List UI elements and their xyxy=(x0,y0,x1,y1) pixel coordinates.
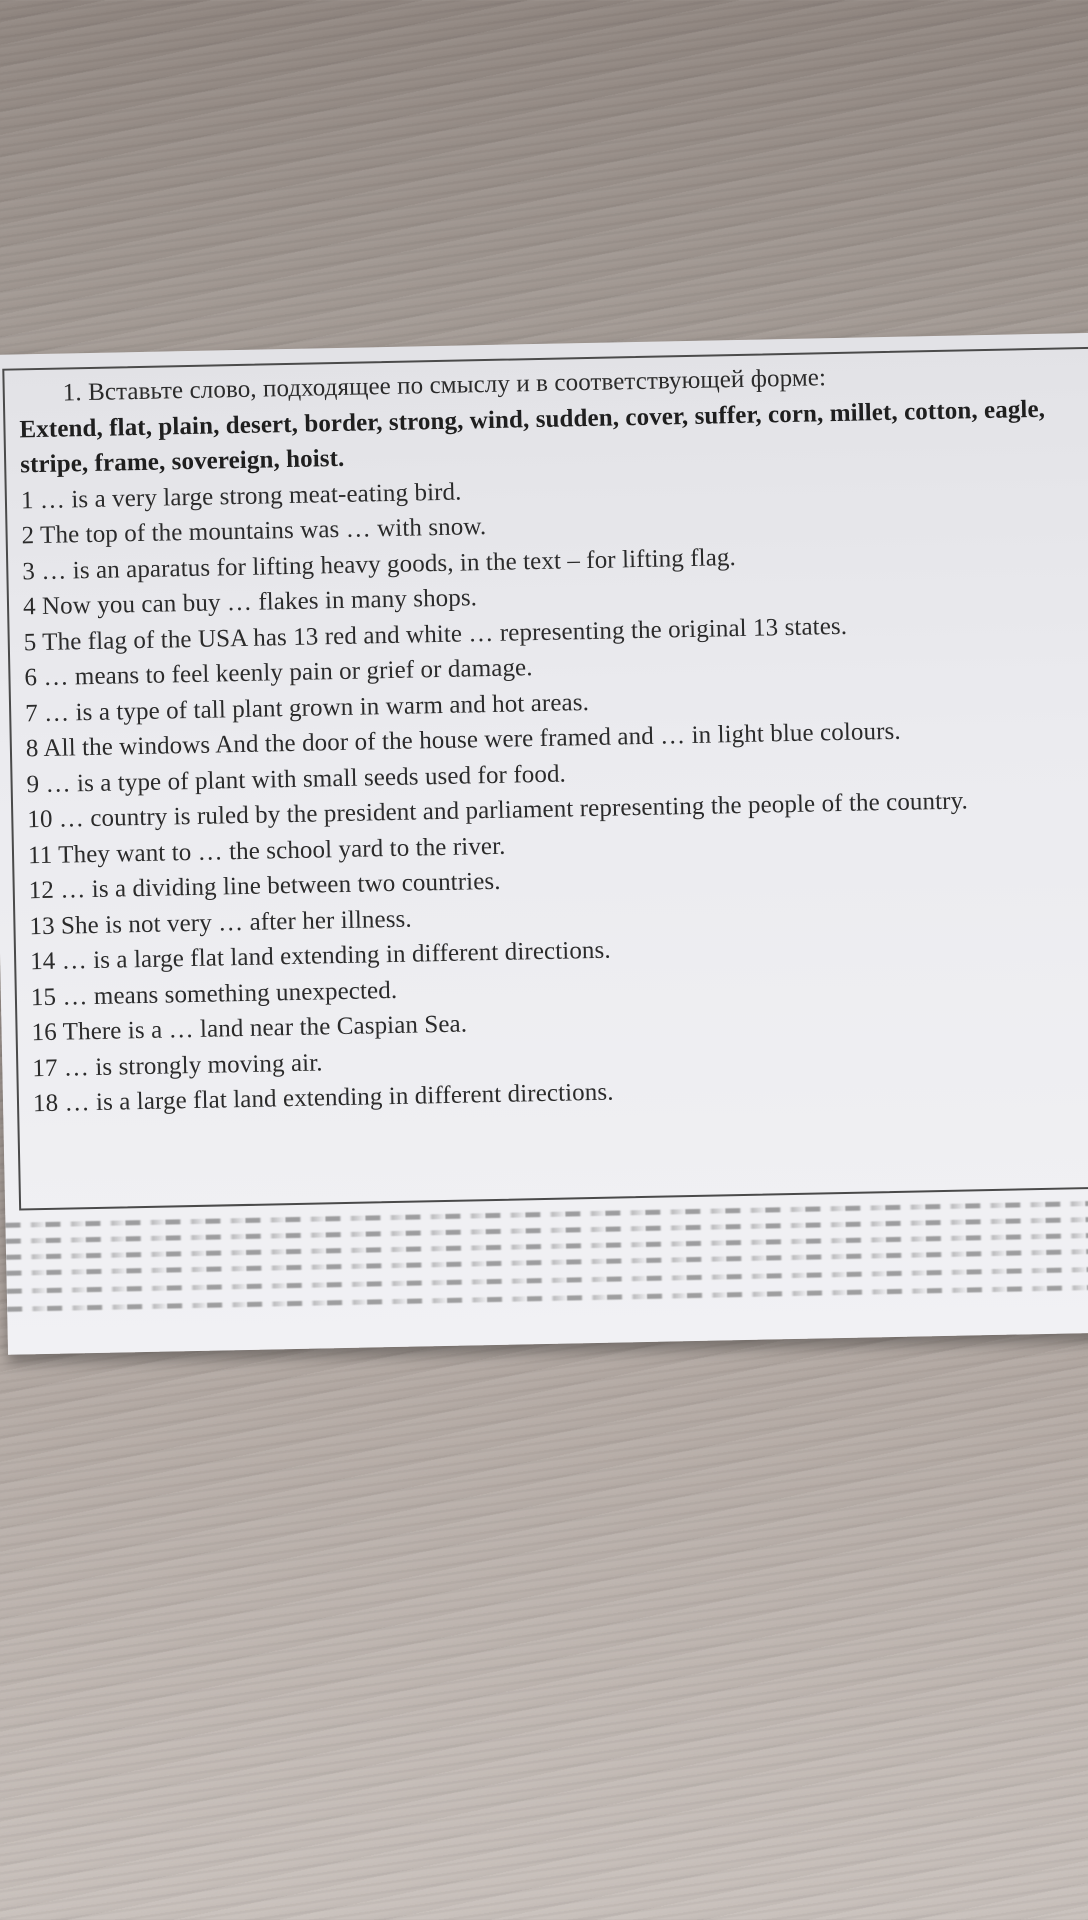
exercise-content xyxy=(18,355,1085,1121)
exercise-frame xyxy=(2,347,1088,1211)
sentence-1: 1 … is a very large strong meat-eating bird. xyxy=(20,478,462,514)
sentence-15: 15 … means something unexpected. xyxy=(30,976,398,1011)
sentence-14: 14 … is a large flat land extending in different directions. xyxy=(29,936,611,976)
sentence-3: 3 … is an aparatus for lifting heavy goods, in the text – for lifting flag. xyxy=(22,543,737,585)
sentence-12: 12 … is a dividing line between two countries. xyxy=(28,867,501,905)
sentence-8: 8 All the windows And the door of the house were framed and … in light blue colours. xyxy=(25,717,901,763)
sentence-17: 17 … is strongly moving air. xyxy=(32,1048,323,1082)
sentence-18: 18 … is a large flat land extending in different directions. xyxy=(32,1078,614,1118)
sentence-6: 6 … means to feel keenly pain or grief or damage. xyxy=(24,654,533,692)
sentence-13: 13 She is not very … after her illness. xyxy=(29,905,412,940)
sentence-4: 4 Now you can buy … flakes in many shops. xyxy=(22,584,478,621)
sentence-2: 2 The top of the mountains was … with snow. xyxy=(21,513,487,550)
exercise-instruction: 1. Вставьте слово, подходящее по смыслу и в соответствующей форме: xyxy=(62,364,827,407)
sentence-7: 7 … is a type of tall plant grown in warm and hot areas. xyxy=(24,688,590,727)
worksheet-paper xyxy=(0,332,1088,1354)
word-list: Extend, flat, plain, desert, border, strong, wind, sudden, cover, suffer, corn, millet, cotton, eagle, stripe, frame, sovereign, hoist. xyxy=(19,395,1046,479)
sentence-10: 10 … country is ruled by the president and parliament representing the people of the country. xyxy=(27,787,969,834)
sentence-11: 11 They want to … the school yard to the river. xyxy=(27,832,506,869)
sentence-16: 16 There is a … land near the Caspian Sea. xyxy=(31,1010,468,1047)
sentence-5: 5 The flag of the USA has 13 red and white … representing the original 13 states. xyxy=(23,612,848,656)
sentence-9: 9 … is a type of plant with small seeds used for food. xyxy=(26,759,567,798)
